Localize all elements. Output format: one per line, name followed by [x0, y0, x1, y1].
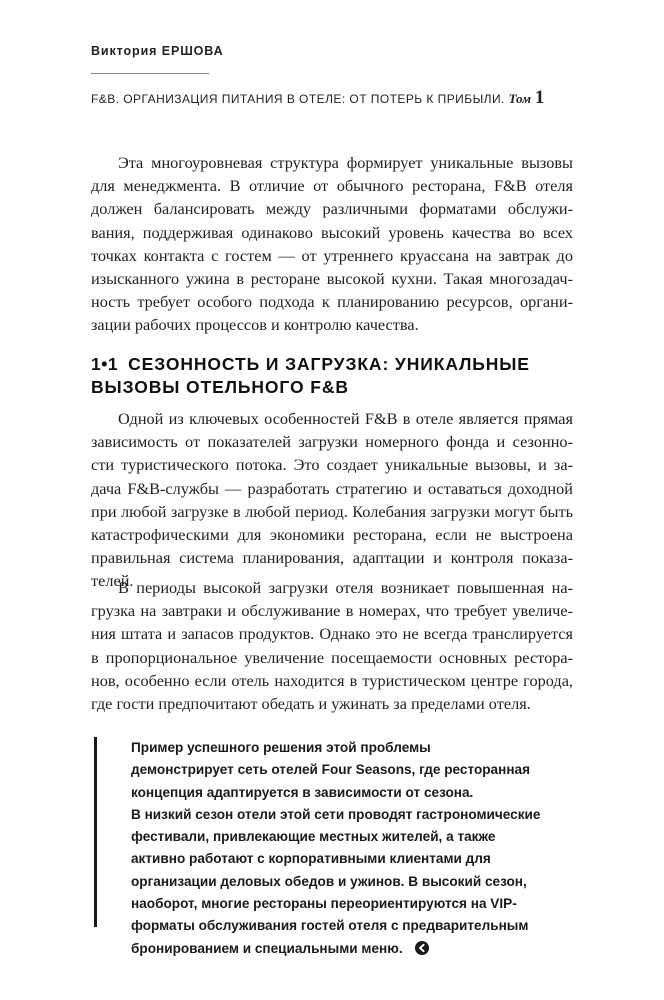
text-line: Эта многоуровневая структура формирует уникальные вызовы — [118, 153, 573, 172]
callout-line: фестивали, привлекающие местных жителей, а также — [131, 829, 496, 845]
intro-paragraph — [91, 151, 573, 337]
text-line: нов, особенно если отель находится в туристическом центре города, — [91, 670, 573, 690]
callout-line: бронированием и специальными меню. — [131, 940, 403, 956]
text-line: вания, поддерживая одинаково высокий уровень качества во всех — [91, 222, 573, 242]
section-paragraph — [91, 576, 573, 715]
text-line: катастрофическими для экономики ресторана, если не выстроена — [91, 525, 573, 545]
text-line: дача F&B-службы — разработать стратегию и оставаться доходной — [91, 478, 573, 498]
callout-line: форматы обслуживания гостей отеля с предварительным — [131, 918, 529, 934]
text-line: ния штата и запасов продуктов. Однако это не всегда транслируется — [91, 624, 573, 644]
text-line: где гости предпочитают обедать и ужинать за пределами отеля. — [91, 694, 531, 714]
text-line: телей. — [91, 571, 134, 591]
text-line: Одной из ключевых особенностей F&B в отеле является прямая — [118, 409, 573, 428]
callout-line: активно работают с корпоративными клиентами для — [131, 851, 491, 867]
callout-box — [131, 737, 551, 962]
volume-number: 1 — [534, 87, 545, 108]
text-line: точках контакта с гостем — от утреннего круассана на завтрак до — [91, 245, 573, 265]
text-line: зации рабочих процессов и контролю качества. — [91, 315, 419, 335]
callout-line: В низкий сезон отели этой сети проводят гастрономические — [131, 806, 541, 822]
section-paragraph — [91, 407, 573, 593]
text-line: ность требует особого подхода к планированию ресурсов, органи- — [91, 292, 573, 312]
section-heading — [91, 353, 530, 399]
text-line: в пропорциональное увеличение посещаемости основных рестора- — [91, 647, 573, 667]
callout-line-last — [131, 938, 551, 962]
text-line: изысканного ужина в ресторане высокой кухни. Такая многозадач- — [91, 269, 573, 289]
header-rule — [91, 73, 209, 74]
text-line: должен балансировать между различными форматами обслужи- — [91, 199, 573, 219]
callout-bar — [94, 737, 97, 927]
book-title: F&B. ОРГАНИЗАЦИЯ ПИТАНИЯ В ОТЕЛЕ: ОТ ПОТЕРЬ К ПРИБЫЛИ. — [91, 92, 505, 106]
text-line: при любой загрузке в любой период. Колебания загрузки могут быть — [91, 501, 573, 521]
volume-label: Том — [508, 91, 532, 106]
text-line: сти туристического потока. Это создает уникальные вызовы, и за- — [91, 455, 573, 475]
callout-line: концепция адаптируется в зависимости от сезона. — [131, 784, 474, 800]
callout-line: наоборот, многие рестораны переориентируются на VIP- — [131, 896, 517, 912]
section-title-line: СЕЗОННОСТЬ И ЗАГРУЗКА: УНИКАЛЬНЫЕ — [128, 354, 530, 374]
section-number: 1•1 — [91, 354, 119, 374]
back-arrow-icon[interactable] — [415, 940, 429, 962]
callout-line: Пример успешного решения этой проблемы — [131, 740, 431, 755]
running-header-title — [91, 87, 544, 109]
running-header-author: Виктория ЕРШОВА — [91, 44, 224, 58]
text-line: правильная система планирования, адаптации и контроля показа- — [91, 548, 573, 568]
text-line: зависимость от показателей загрузки номерного фонда и сезонно- — [91, 432, 573, 452]
callout-line: организации деловых обедов и ужинов. В высокий сезон, — [131, 873, 527, 889]
section-title-line: ВЫЗОВЫ ОТЕЛЬНОГО F&B — [91, 377, 349, 397]
callout-line: демонстрирует сеть отелей Four Seasons, где ресторанная — [131, 762, 531, 778]
text-line: грузка на завтраки и обслуживание в номерах, что требует увеличе- — [91, 601, 573, 621]
text-line: В периоды высокой загрузки отеля возникает повышенная на- — [118, 578, 573, 597]
text-line: для менеджмента. В отличие от обычного ресторана, F&B отеля — [91, 176, 573, 196]
